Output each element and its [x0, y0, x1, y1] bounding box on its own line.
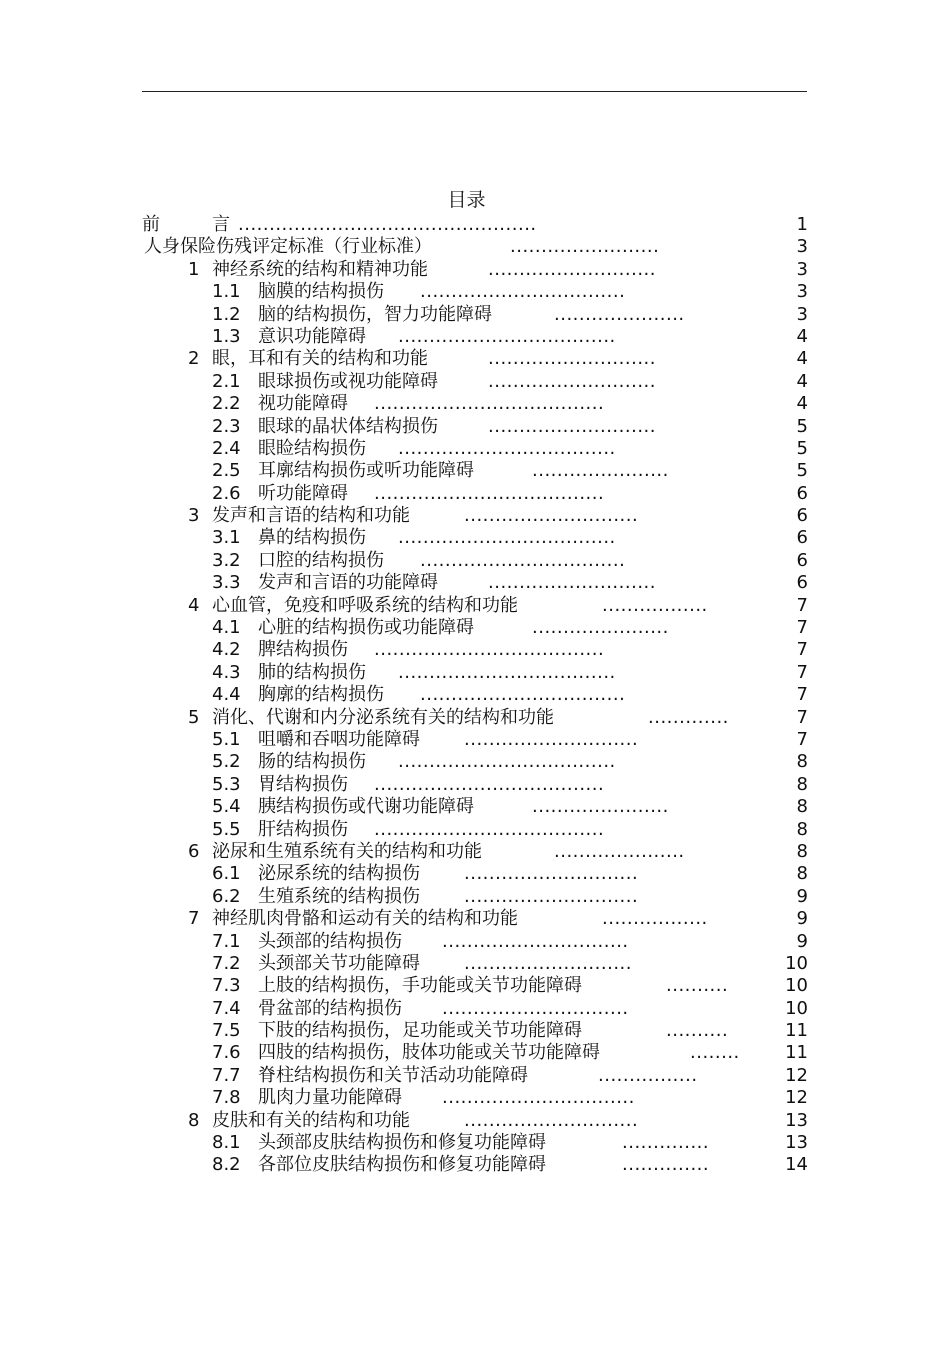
toc-leader-dots: ................. [602, 594, 708, 616]
toc-page-number: 9 [796, 885, 808, 907]
toc-page-number: 6 [796, 549, 808, 571]
toc-leader-dots: ............................ [464, 1109, 639, 1131]
toc-entry-number: 1.3 [212, 325, 241, 347]
toc-entry[interactable] [142, 326, 808, 348]
toc-entry[interactable] [142, 371, 808, 393]
toc-entry-label: 消化、代谢和内分泌系统有关的结构和功能 [212, 706, 554, 728]
toc-entry[interactable] [142, 796, 808, 818]
toc-entry-number: 2.6 [212, 482, 241, 504]
toc-entry-number: 4 [188, 594, 200, 616]
toc-entry-label: 上肢的结构损伤，手功能或关节功能障碍 [258, 975, 582, 997]
toc-entry-number: 4.1 [212, 617, 241, 639]
toc-entry[interactable] [142, 505, 808, 527]
toc-leader-dots: ................................... [398, 751, 616, 773]
toc-entry[interactable] [142, 774, 808, 796]
toc-entry-number: 2.4 [212, 437, 241, 459]
toc-page-number: 4 [796, 348, 808, 370]
toc-leader-dots: ............................ [464, 863, 639, 885]
toc-entry[interactable] [142, 348, 808, 370]
toc-page-number: 6 [796, 527, 808, 549]
toc-entry-label: 下肢的结构损伤，足功能或关节功能障碍 [258, 1020, 582, 1042]
toc-leader-dots: ........................ [510, 236, 660, 258]
toc-leader-dots: ...................... [532, 617, 669, 639]
toc-leader-dots: ................................... [398, 661, 616, 683]
toc-leader-dots: .............................. [442, 930, 629, 952]
toc-entry[interactable] [142, 1042, 808, 1064]
toc-entry-number: 1 [188, 258, 200, 280]
toc-entry-number: 7.4 [212, 997, 241, 1019]
toc-page-number: 4 [796, 370, 808, 392]
toc-entry-label: 神经系统的结构和精神功能 [212, 258, 428, 280]
toc-page-number: 13 [785, 1132, 808, 1154]
toc-entry-number: 4.2 [212, 639, 241, 661]
toc-leader-dots: ............................ [464, 505, 639, 527]
toc-entry-label: 脾结构损伤 [258, 639, 348, 661]
toc-entry-number: 3 [188, 505, 200, 527]
toc-leader-dots: ............. [648, 706, 729, 728]
toc-entry-number: 8.1 [212, 1132, 241, 1154]
toc-entry[interactable] [142, 393, 808, 415]
toc-page-number: 10 [785, 975, 808, 997]
toc-entry-number: 5.3 [212, 773, 241, 795]
toc-entry-label: 肠的结构损伤 [258, 751, 366, 773]
toc-entry-label: 人身保险伤残评定标准（行业标准） [144, 236, 432, 258]
toc-entry-label: 胃结构损伤 [258, 773, 348, 795]
toc-page-number: 10 [785, 952, 808, 974]
toc-page-number: 5 [796, 415, 808, 437]
toc-entry-label: 各部位皮肤结构损伤和修复功能障碍 [258, 1154, 546, 1176]
toc-leader-dots: .............. [622, 1154, 710, 1176]
toc-leader-dots: ............................ [464, 728, 639, 750]
toc-entry[interactable] [142, 1087, 808, 1109]
toc-entry-label: 眼睑结构损伤 [258, 437, 366, 459]
toc-page-number: 3 [796, 236, 808, 258]
toc-leader-dots: ..................................... [374, 639, 605, 661]
toc-entry[interactable] [142, 1110, 808, 1132]
toc-entry-label: 咀嚼和吞咽功能障碍 [258, 728, 420, 750]
toc-leader-dots: ...................... [532, 460, 669, 482]
toc-entry[interactable] [142, 281, 808, 303]
toc-entry-number: 2.3 [212, 415, 241, 437]
toc-entry-number: 6.2 [212, 885, 241, 907]
toc-leader-dots: ........ [690, 1042, 740, 1064]
toc-entry-label: 发声和言语的结构和功能 [212, 505, 410, 527]
toc-page-number: 11 [785, 1020, 808, 1042]
toc-page-number: 4 [796, 393, 808, 415]
toc-entry-label: 脊柱结构损伤和关节活动功能障碍 [258, 1064, 528, 1086]
toc-entry-number: 7.2 [212, 952, 241, 974]
toc-entry[interactable] [142, 931, 808, 953]
toc-leader-dots: ................................... [398, 325, 616, 347]
toc-page-number: 7 [796, 684, 808, 706]
toc-page-number: 9 [796, 908, 808, 930]
toc-entry[interactable] [142, 908, 808, 930]
toc-entry-number: 2.2 [212, 393, 241, 415]
toc-leader-dots: ................................. [420, 684, 626, 706]
toc-page-number: 8 [796, 796, 808, 818]
toc-entry[interactable] [142, 662, 808, 684]
toc-entry-number: 7.3 [212, 975, 241, 997]
toc-entry-number: 2.1 [212, 370, 241, 392]
toc-entry[interactable] [142, 595, 808, 617]
toc-leader-dots: ........................... [488, 348, 656, 370]
toc-entry[interactable] [142, 214, 808, 236]
toc-entry[interactable] [142, 998, 808, 1020]
toc-page-number: 8 [796, 840, 808, 862]
toc-page-number: 6 [796, 482, 808, 504]
toc-entry-label: 心脏的结构损伤或功能障碍 [258, 617, 474, 639]
toc-entry-number: 3.2 [212, 549, 241, 571]
toc-entry-number: 6 [188, 840, 200, 862]
toc-entry-number: 7.6 [212, 1042, 241, 1064]
toc-page-number: 9 [796, 930, 808, 952]
toc-entry-number: 6.1 [212, 863, 241, 885]
toc-entry-number: 5.4 [212, 796, 241, 818]
toc-page-number: 8 [796, 773, 808, 795]
toc-entry-label: 肝结构损伤 [258, 818, 348, 840]
toc-entry[interactable] [142, 863, 808, 885]
toc-page-number: 7 [796, 728, 808, 750]
toc-entry[interactable] [142, 1065, 808, 1087]
toc-entry-number: 8 [188, 1109, 200, 1131]
toc-entry-label: 胰结构损伤或代谢功能障碍 [258, 796, 474, 818]
toc-leader-dots: ............................ [464, 885, 639, 907]
toc-leader-dots: ................................. [420, 281, 626, 303]
toc-entry-number: 1.1 [212, 281, 241, 303]
toc-entry-number: 8.2 [212, 1154, 241, 1176]
toc-page-number: 3 [796, 303, 808, 325]
toc-entry-number: 7.1 [212, 930, 241, 952]
toc-entry[interactable] [142, 236, 808, 258]
toc-entry[interactable] [142, 483, 808, 505]
toc-entry[interactable] [142, 751, 808, 773]
toc-leader-dots: ................. [602, 908, 708, 930]
toc-entry[interactable] [142, 259, 808, 281]
toc-leader-dots: ................................................ [238, 214, 537, 235]
toc-page-number: 12 [785, 1087, 808, 1109]
toc-entry-number: 5.2 [212, 751, 241, 773]
toc-leader-dots: ...................... [532, 796, 669, 818]
toc-entry-number: 1.2 [212, 303, 241, 325]
toc-entry-label: 头颈部关节功能障碍 [258, 952, 420, 974]
toc-leader-dots: ..................... [554, 840, 685, 862]
toc-entry[interactable] [142, 819, 808, 841]
toc-entry[interactable] [142, 1020, 808, 1042]
toc-entry-label: 四肢的结构损伤，肢体功能或关节功能障碍 [258, 1042, 600, 1064]
toc-entry-number: 4.4 [212, 684, 241, 706]
toc-leader-dots: ........................... [464, 952, 632, 974]
toc-entry-label: 鼻的结构损伤 [258, 527, 366, 549]
toc-leader-dots: ..................... [554, 303, 685, 325]
toc-page-number: 8 [796, 751, 808, 773]
toc-entry[interactable] [142, 617, 808, 639]
toc-entry-label: 意识功能障碍 [258, 325, 366, 347]
toc-leader-dots: ..................................... [374, 818, 605, 840]
toc-entry-number: 7.5 [212, 1020, 241, 1042]
toc-entry-number: 4.3 [212, 661, 241, 683]
toc-entry-label: 泌尿系统的结构损伤 [258, 863, 420, 885]
toc-entry[interactable] [142, 975, 808, 997]
toc-leader-dots: .............................. [442, 997, 629, 1019]
toc-entry-number: 7 [188, 908, 200, 930]
toc-page-number: 8 [796, 863, 808, 885]
toc-entry-label: 脑的结构损伤，智力功能障碍 [258, 303, 492, 325]
toc-entry-number: 5 [188, 706, 200, 728]
toc-entry[interactable] [142, 304, 808, 326]
toc-page-number: 11 [785, 1042, 808, 1064]
toc-entry-label: 脑膜的结构损伤 [258, 281, 384, 303]
toc-title: 目录 [447, 189, 486, 211]
toc-page-number: 13 [785, 1109, 808, 1131]
toc-entry-label: 视功能障碍 [258, 393, 348, 415]
toc-page-number: 10 [785, 997, 808, 1019]
toc-entry-label: 生殖系统的结构损伤 [258, 885, 420, 907]
toc-leader-dots: ..................................... [374, 482, 605, 504]
toc-entry-number: 5.1 [212, 728, 241, 750]
toc-entry-number: 2.5 [212, 460, 241, 482]
toc-entry[interactable] [142, 527, 808, 549]
toc-entry-number: 5.5 [212, 818, 241, 840]
toc-entry[interactable] [142, 684, 808, 706]
toc-page-number: 7 [796, 706, 808, 728]
toc-entry-label: 头颈部的结构损伤 [258, 930, 402, 952]
toc-entry-label: 听功能障碍 [258, 482, 348, 504]
toc-page-number: 5 [796, 460, 808, 482]
toc-page-number: 5 [796, 437, 808, 459]
toc-page-number: 8 [796, 818, 808, 840]
toc-leader-dots: ........................... [488, 370, 656, 392]
toc-entry[interactable] [142, 1132, 808, 1154]
toc-page-number: 7 [796, 661, 808, 683]
toc-page-number: 6 [796, 572, 808, 594]
toc-entry-label: 皮肤和有关的结构和功能 [212, 1109, 410, 1131]
toc-leader-dots: .......... [666, 975, 729, 997]
toc-entry-label: 头颈部皮肤结构损伤和修复功能障碍 [258, 1132, 546, 1154]
toc-entry[interactable] [142, 1154, 808, 1176]
toc-entry-label: 胸廓的结构损伤 [258, 684, 384, 706]
toc-leader-dots: ................................. [420, 549, 626, 571]
toc-entry-number: 3.3 [212, 572, 241, 594]
toc-entry-label: 言 [212, 214, 230, 235]
toc-leader-dots: ........................... [488, 258, 656, 280]
toc-leader-dots: ..................................... [374, 773, 605, 795]
toc-entry[interactable] [142, 886, 808, 908]
toc-entry[interactable] [142, 953, 808, 975]
toc-entry-label: 发声和言语的功能障碍 [258, 572, 438, 594]
toc-leader-dots: ..................................... [374, 393, 605, 415]
toc-entry-label: 神经肌肉骨骼和运动有关的结构和功能 [212, 908, 518, 930]
toc-page-number: 14 [785, 1154, 808, 1176]
toc-leader-dots: ................ [598, 1064, 698, 1086]
toc-entry[interactable] [142, 550, 808, 572]
toc-entry-label: 前 [142, 214, 160, 235]
toc-page-number: 1 [796, 214, 808, 235]
toc-entry-label: 眼球损伤或视功能障碍 [258, 370, 438, 392]
toc-page-number: 12 [785, 1064, 808, 1086]
toc-entry-label: 眼，耳和有关的结构和功能 [212, 348, 428, 370]
toc-entry[interactable] [142, 707, 808, 729]
toc-page-number: 7 [796, 617, 808, 639]
toc-entry[interactable] [142, 438, 808, 460]
toc-entry[interactable] [142, 729, 808, 751]
toc-leader-dots: ................................... [398, 527, 616, 549]
toc-leader-dots: ............................... [442, 1087, 635, 1109]
toc-entry-number: 7.7 [212, 1064, 241, 1086]
toc-entry-number: 2 [188, 348, 200, 370]
toc-page-number: 3 [796, 281, 808, 303]
toc-entry-label: 肌肉力量功能障碍 [258, 1087, 402, 1109]
toc-leader-dots: .............. [622, 1132, 710, 1154]
toc-entry-label: 肺的结构损伤 [258, 661, 366, 683]
table-of-contents [142, 214, 808, 1177]
toc-page-number: 3 [796, 258, 808, 280]
toc-entry-label: 骨盆部的结构损伤 [258, 997, 402, 1019]
toc-leader-dots: .......... [666, 1020, 729, 1042]
toc-entry-label: 口腔的结构损伤 [258, 549, 384, 571]
toc-leader-dots: ........................... [488, 415, 656, 437]
toc-entry[interactable] [142, 416, 808, 438]
toc-entry[interactable] [142, 639, 808, 661]
toc-page-number: 7 [796, 639, 808, 661]
toc-leader-dots: ................................... [398, 437, 616, 459]
toc-entry-label: 耳廓结构损伤或听功能障碍 [258, 460, 474, 482]
toc-entry-label: 眼球的晶状体结构损伤 [258, 415, 438, 437]
toc-entry-label: 心血管，免疫和呼吸系统的结构和功能 [212, 594, 518, 616]
toc-entry-number: 7.8 [212, 1087, 241, 1109]
toc-entry-number: 3.1 [212, 527, 241, 549]
toc-entry[interactable] [142, 841, 808, 863]
toc-leader-dots: ........................... [488, 572, 656, 594]
toc-page-number: 4 [796, 325, 808, 347]
toc-page-number: 6 [796, 505, 808, 527]
toc-page-number: 7 [796, 594, 808, 616]
toc-entry[interactable] [142, 460, 808, 482]
toc-entry-label: 泌尿和生殖系统有关的结构和功能 [212, 840, 482, 862]
toc-entry[interactable] [142, 572, 808, 594]
header-rule [142, 91, 807, 92]
